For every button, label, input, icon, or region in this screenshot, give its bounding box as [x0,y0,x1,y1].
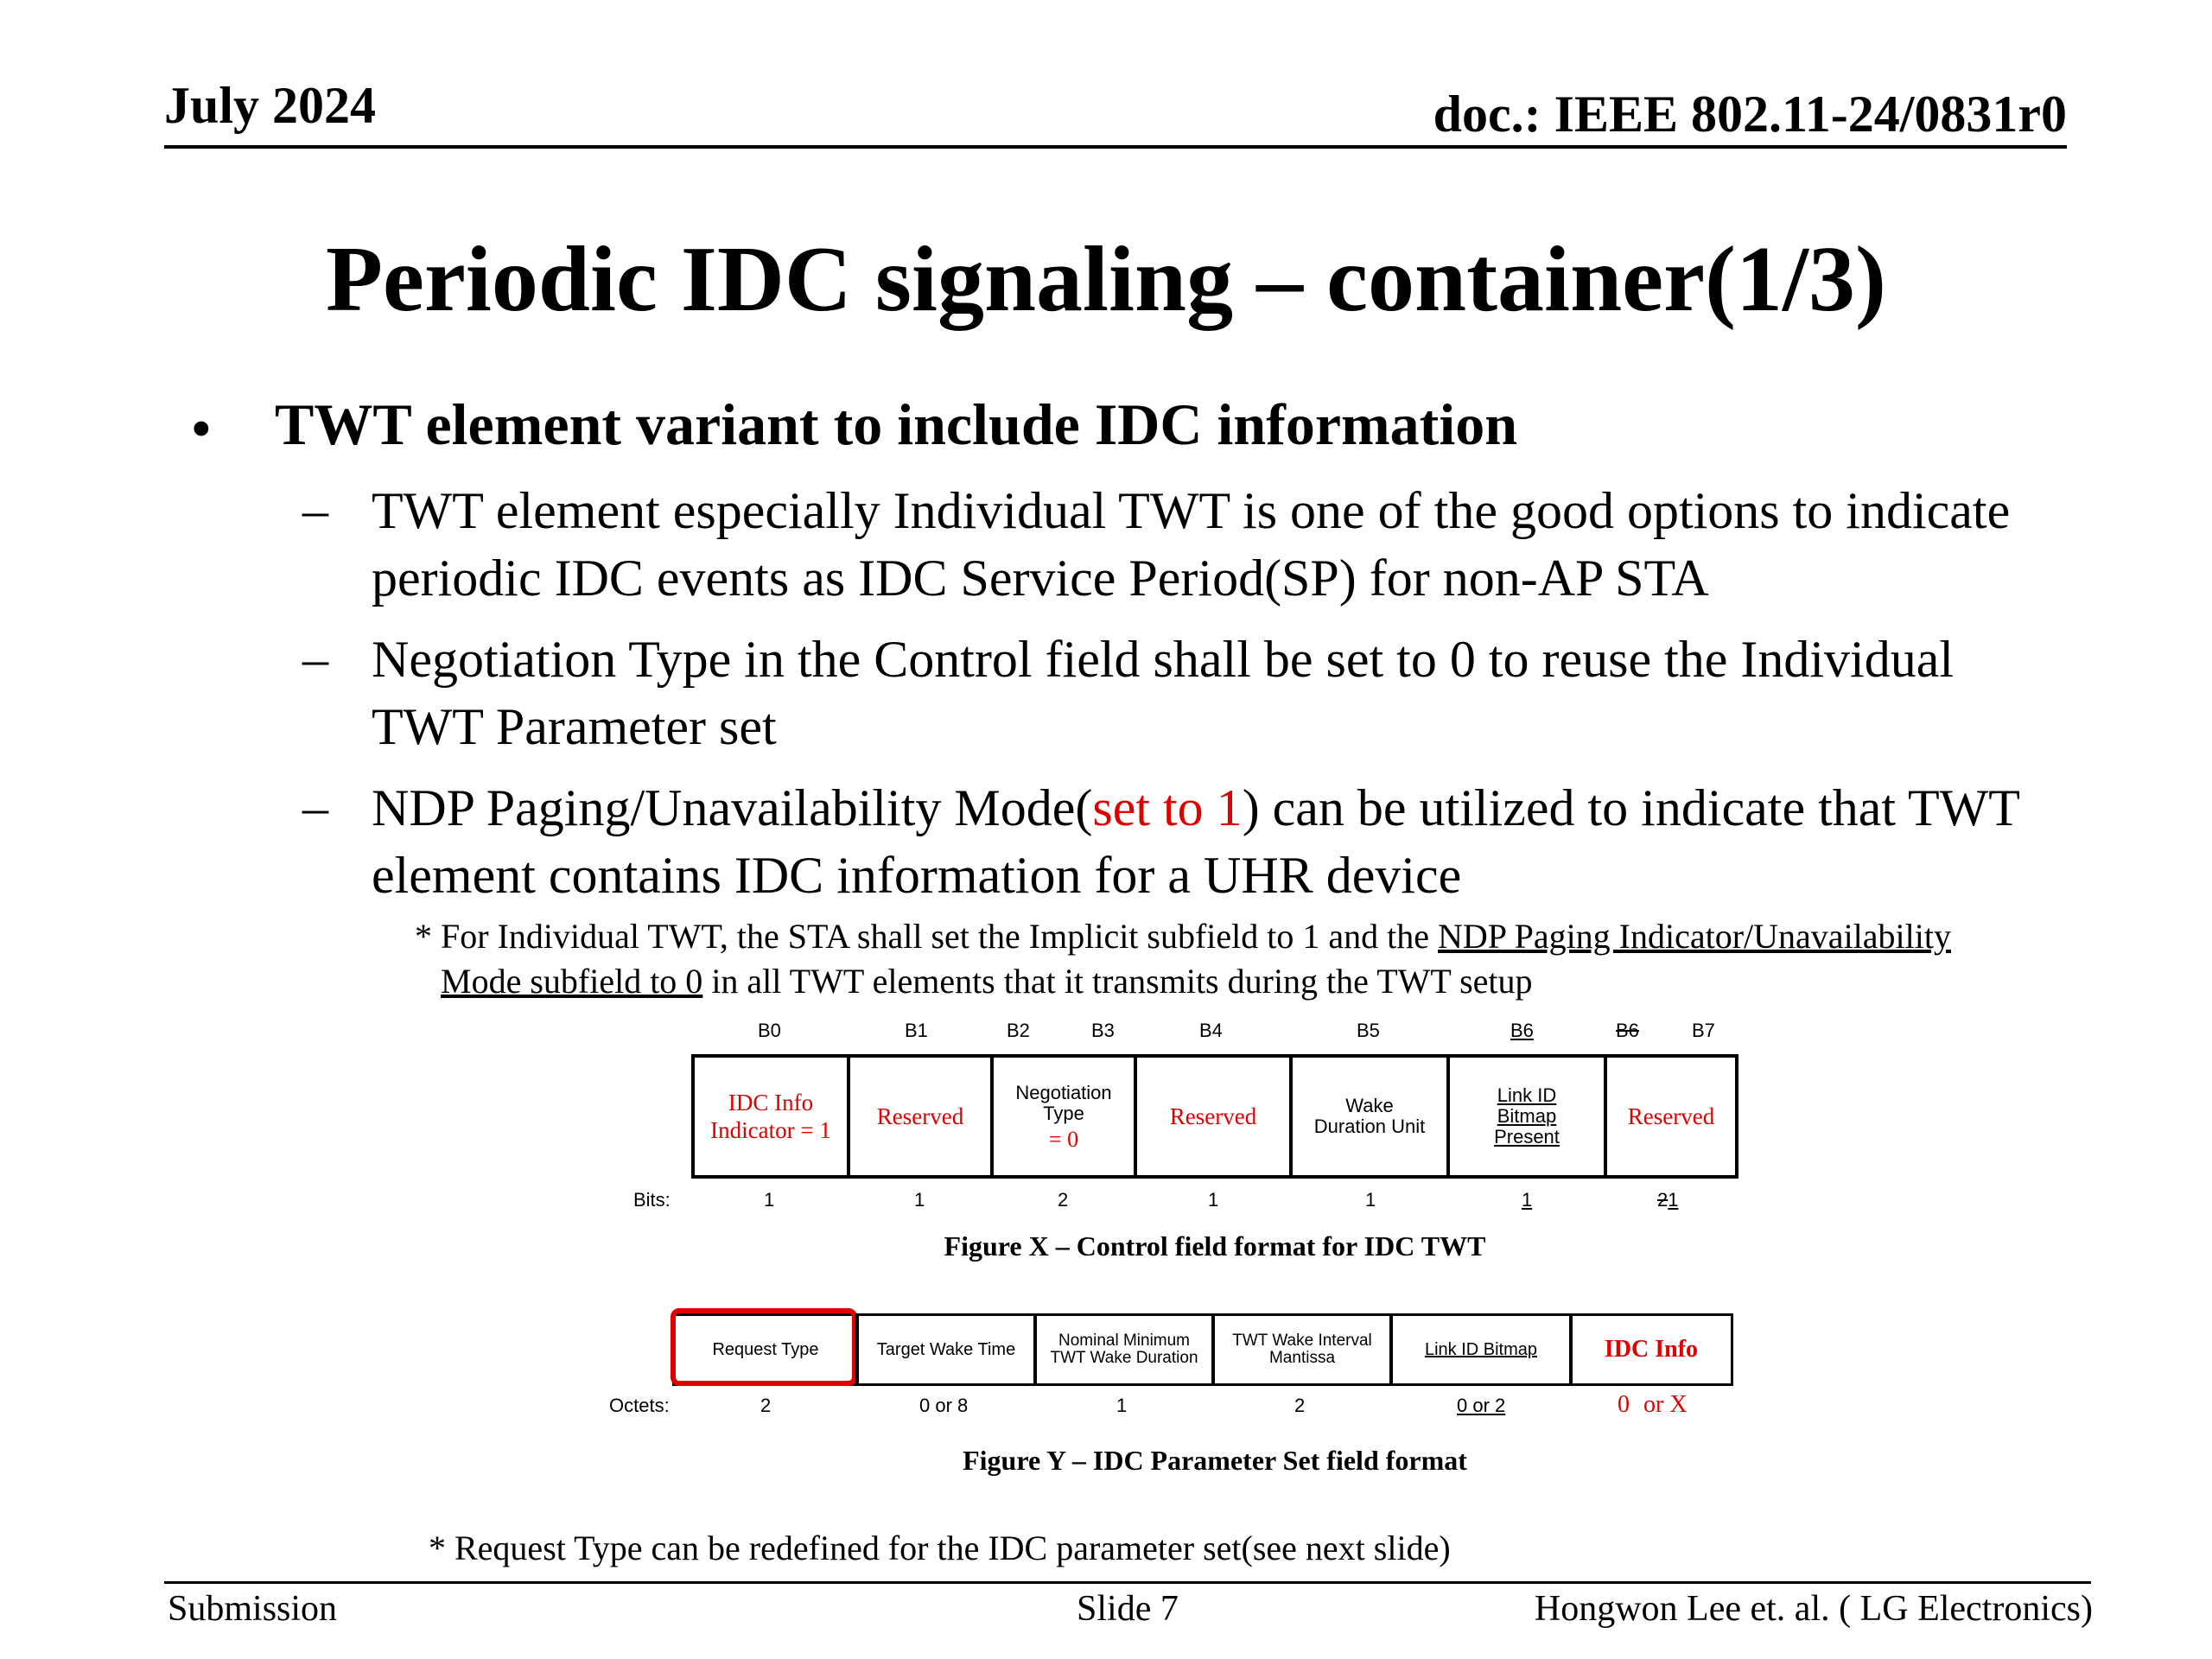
field-reserved-b4 [1134,1054,1293,1179]
footer-rule [164,1581,2091,1584]
param-target-wake-time [855,1313,1037,1386]
header-date: July 2024 [164,77,377,134]
note-post: in all TWT elements that it transmits during the TWT setup [702,962,1533,1001]
implicit-note [415,914,2108,1004]
param-idc-info-label: IDC Info [1604,1336,1699,1363]
subbullet-1 [372,477,2169,612]
note-line2 [415,959,2108,1004]
bits-b2-b3: 2 [1058,1189,1069,1211]
bits-reserved [1657,1189,1679,1211]
bits-label: Bits: [633,1189,671,1211]
field-reserved-b7 [1604,1054,1738,1179]
param-link-id-bitmap-label: Link ID Bitmap [1424,1340,1538,1359]
octets-label: Octets: [609,1395,670,1416]
footer-author: Hongwon Lee et. al. ( LG Electronics) [1534,1589,2093,1629]
subbullet-3-red: set to 1 [1092,779,1243,836]
bit-pos-b6: B6 [1510,1020,1534,1041]
subbullet-3-line1 [372,774,2169,842]
field-link-id-bitmap-present-line3: Present [1494,1126,1560,1147]
bit-pos-b2: B2 [1007,1020,1030,1041]
subbullet-3-post: ) can be utilized to indicate that TWT [1242,779,2020,836]
bit-pos-b4: B4 [1199,1020,1223,1041]
bit-pos-b5: B5 [1357,1020,1380,1041]
octets-nominal-min: 1 [1116,1395,1128,1416]
footer-slide-number: Slide 7 [1077,1589,1179,1629]
bullet-text: TWT element variant to include IDC information [275,391,1518,457]
subbullet-3 [372,774,2169,909]
field-link-id-bitmap-present [1446,1054,1607,1179]
subbullet-2-dash: – [302,630,328,687]
octets-idc-info-zero: 0 [1618,1391,1630,1418]
bit-pos-b0: B0 [758,1020,781,1041]
note-line1 [415,914,2108,959]
param-target-wake-time-label: Target Wake Time [876,1340,1016,1359]
request-type-highlight [671,1308,857,1386]
field-wake-duration-unit-line2: Duration Unit [1313,1116,1426,1137]
octets-request-type: 2 [760,1395,772,1416]
bit-pos-b6-struck: B6 [1616,1020,1639,1041]
header-doc-id: doc.: IEEE 802.11-24/0831r0 [1433,86,2067,143]
bits-b0: 1 [764,1189,775,1211]
field-wake-duration-unit [1289,1054,1450,1179]
figure-x-caption: Figure X – Control field format for IDC TWT [944,1230,1486,1262]
bit-pos-b7: B7 [1692,1020,1715,1041]
field-link-id-bitmap-present-line1: Link ID [1497,1084,1557,1106]
field-reserved-b7-label: Reserved [1627,1103,1715,1129]
octets-idc-info [1618,1391,1688,1419]
field-wake-duration-unit-line1: Wake [1345,1095,1394,1116]
note-underlined-2: Mode subfield to 0 [441,962,703,1001]
subbullet-2-line1: Negotiation Type in the Control field shall be set to 0 to reuse the Individual [372,631,1954,688]
bits-b1: 1 [914,1189,925,1211]
field-reserved-b4-label: Reserved [1169,1103,1257,1129]
field-idc-info-indicator-line1: IDC Info [728,1090,814,1116]
header-rule [164,145,2067,149]
bits-reserved-old: 2 [1657,1189,1669,1211]
field-reserved-b1-label: Reserved [876,1103,964,1129]
figure-y-caption: Figure Y – IDC Parameter Set field format [963,1445,1467,1476]
field-idc-info-indicator [691,1054,850,1179]
param-request-type-label: Request Type [712,1340,819,1359]
subbullet-1-line1: TWT element especially Individual TWT is one of the good options to indicate [372,482,2011,539]
subbullet-2 [372,626,2169,760]
octets-idc-info-x: or X [1643,1391,1688,1418]
octets-target-wake-time: 0 or 8 [919,1395,969,1416]
field-negotiation-type-line1: Negotiation [1015,1082,1112,1103]
param-link-id-bitmap [1389,1313,1573,1386]
subbullet-3-pre: NDP Paging/Unavailability Mode( [372,779,1093,836]
param-wake-interval-mantissa [1211,1313,1393,1386]
param-nominal-min-line1: Nominal Minimum [1058,1332,1191,1350]
param-wake-interval-line2: Mantissa [1268,1349,1336,1367]
param-nominal-min-line2: TWT Wake Duration [1050,1349,1198,1367]
octets-link-id-bitmap: 0 or 2 [1457,1395,1506,1416]
octets-wake-interval: 2 [1294,1395,1306,1416]
subbullet-2-line2: TWT Parameter set [372,698,777,755]
bit-pos-b1: B1 [905,1020,928,1041]
subbullet-1-line2: periodic IDC events as IDC Service Period(SP) for non-AP STA [372,550,1709,607]
bits-b6: 1 [1522,1189,1533,1211]
field-link-id-bitmap-present-line2: Bitmap [1497,1105,1557,1127]
bits-b4: 1 [1208,1189,1219,1211]
param-nominal-min-wake-duration [1033,1313,1215,1386]
note-pre: * For Individual TWT, the STA shall set the Implicit subfield to 1 and the [415,917,1439,956]
field-negotiation-type [990,1054,1137,1179]
subbullet-3-line2: element contains IDC information for a UHR device [372,847,1462,904]
bits-b5: 1 [1365,1189,1376,1211]
request-type-note: * Request Type can be redefined for the IDC parameter set(see next slide) [429,1529,1451,1567]
subbullet-3-dash: – [302,779,328,836]
footer-submission: Submission [168,1589,338,1629]
bit-pos-b3: B3 [1091,1020,1115,1041]
bits-reserved-new: 1 [1668,1189,1679,1211]
param-wake-interval-line1: TWT Wake Interval [1232,1332,1372,1350]
subbullet-1-dash: – [302,481,328,538]
param-idc-info [1569,1313,1733,1386]
slide-title: Periodic IDC signaling – container(1/3) [326,228,1886,331]
field-negotiation-type-line2: Type [1043,1103,1084,1124]
note-underlined-1: NDP Paging Indicator/Unavailability [1438,917,1951,956]
field-negotiation-type-value: = 0 [1048,1127,1079,1152]
bullet-symbol: • [192,400,211,459]
field-reserved-b1 [847,1054,994,1179]
field-idc-info-indicator-line2: Indicator = 1 [710,1117,831,1143]
